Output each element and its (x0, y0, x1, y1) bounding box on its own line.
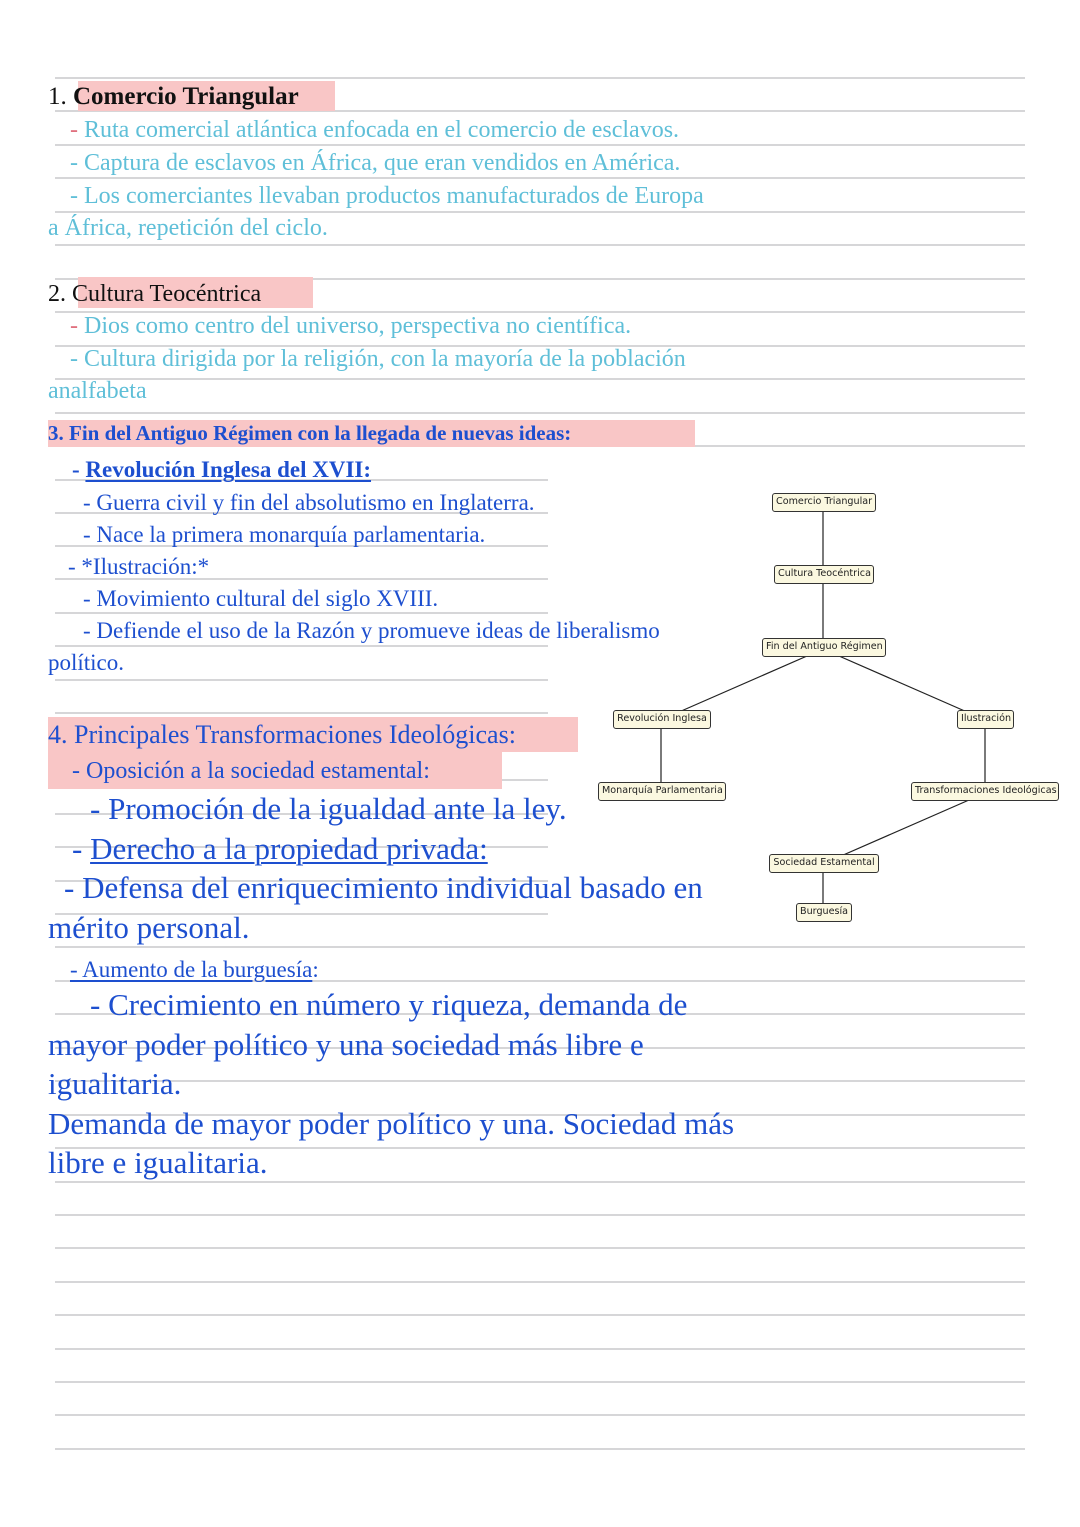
bullet: - Ruta comercial atlántica enfocada en el comercio de esclavos. (70, 117, 680, 143)
bullet: - Crecimiento en número y riqueza, demanda de (90, 987, 688, 1022)
bullet-continuation: político. (48, 650, 125, 675)
dash: - (70, 117, 78, 143)
node-fin-antiguo-regimen: Fin del Antiguo Régimen (762, 638, 886, 657)
subheading-text: - Aumento de la burguesía (70, 957, 313, 982)
node-revolucion-inglesa: Revolución Inglesa (613, 710, 711, 729)
bullet-continuation: a África, repetición del ciclo. (48, 215, 328, 241)
dash: - (72, 831, 91, 866)
colon: : (312, 957, 319, 982)
subheading-text: Derecho a la propiedad privada: (90, 831, 488, 866)
bullet: - Defensa del enriquecimiento individual basado en (64, 870, 703, 905)
bullet: - Promoción de la igualdad ante la ley. (90, 791, 567, 826)
node-burguesia: Burguesía (796, 903, 852, 922)
node-transformaciones-ideologicas: Transformaciones Ideológicas (911, 782, 1059, 801)
bullet-continuation: mérito personal. (48, 910, 250, 945)
bullet: - Dios como centro del universo, perspectiva no científica. (70, 313, 632, 339)
bullet-continuation: igualitaria. (48, 1066, 182, 1101)
node-comercio-triangular: Comercio Triangular (772, 493, 876, 512)
node-cultura-teocentrica: Cultura Teocéntrica (774, 565, 874, 584)
node-ilustracion: Ilustración (957, 710, 1014, 729)
edge-transformaciones-sociedad (825, 793, 985, 863)
section-number: 1. (48, 83, 67, 110)
section-title: Cultura Teocéntrica (72, 281, 262, 307)
paragraph: libre e igualitaria. (48, 1145, 268, 1180)
section-title: 4. Principales Transformaciones Ideológicas: (48, 720, 516, 749)
bullet-continuation: analfabeta (48, 378, 147, 404)
section-title: 3. Fin del Antiguo Régimen con la llegada de nuevas ideas: (48, 421, 572, 445)
subheading: - *Ilustración:* (68, 554, 210, 579)
section-title: Comercio Triangular (73, 83, 299, 110)
bullet: - Cultura dirigida por la religión, con la mayoría de la población (70, 346, 686, 372)
section-number: 2. (48, 281, 66, 307)
node-sociedad-estamental: Sociedad Estamental (769, 854, 879, 873)
bullet: - Defiende el uso de la Razón y promueve ideas de liberalismo (83, 618, 660, 643)
dash: - (70, 313, 78, 339)
bullet: - Los comerciantes llevaban productos manufacturados de Europa (70, 183, 704, 209)
subheading: - Oposición a la sociedad estamental: (72, 758, 430, 784)
edge-fin-revolucion (663, 649, 823, 719)
subheading-text: Revolución Inglesa del XVII: (85, 457, 372, 482)
edge-fin-ilustracion (823, 649, 983, 719)
bullet: - Nace la primera monarquía parlamentaria. (83, 522, 486, 547)
dash: - (72, 457, 86, 482)
bullet: - Movimiento cultural del siglo XVIII. (83, 586, 439, 611)
bullet-continuation: mayor poder político y una sociedad más libre e (48, 1027, 644, 1062)
node-monarquia-parlamentaria: Monarquía Parlamentaria (598, 782, 726, 801)
paragraph: Demanda de mayor poder político y una. Sociedad más (48, 1106, 735, 1141)
bullet: - Guerra civil y fin del absolutismo en Inglaterra. (83, 490, 535, 515)
bullet: - Captura de esclavos en África, que eran vendidos en América. (70, 150, 681, 176)
